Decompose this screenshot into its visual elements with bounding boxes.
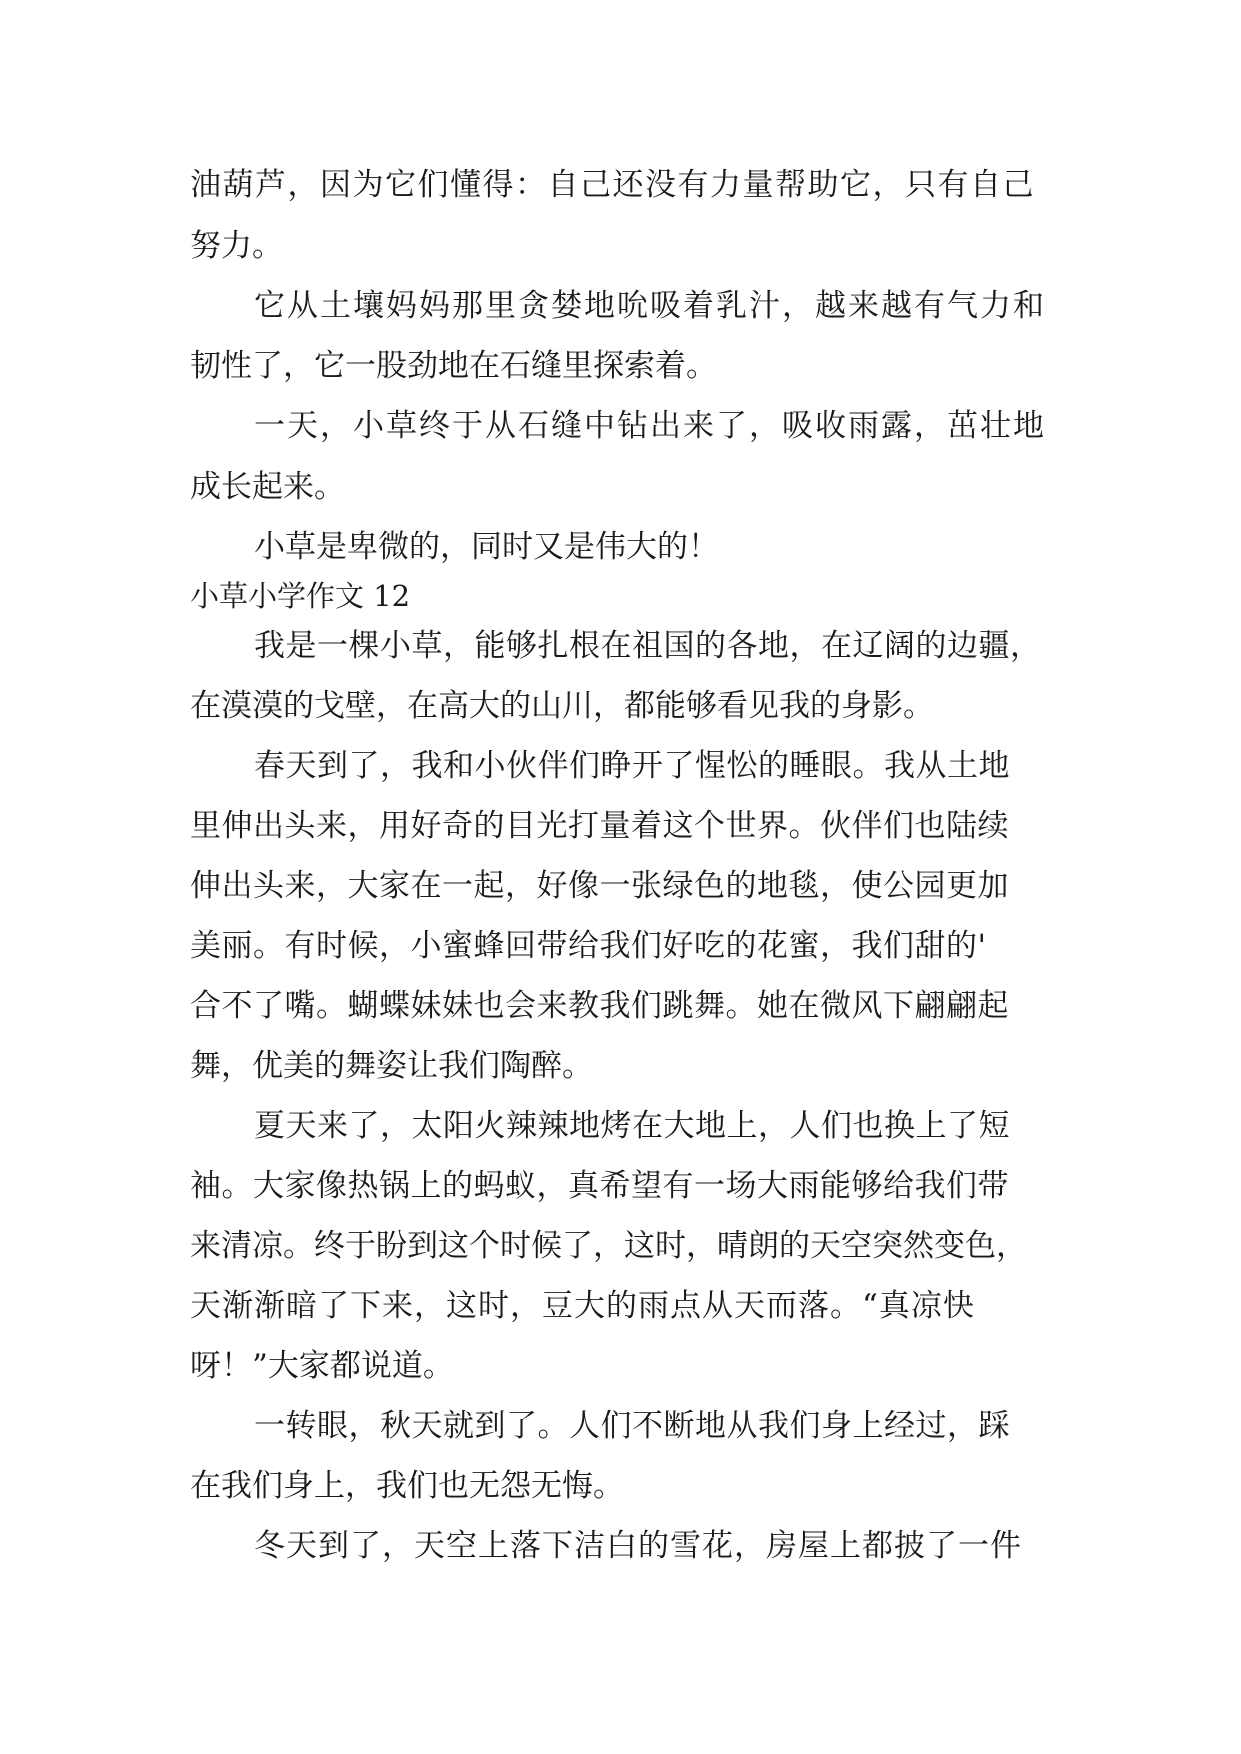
text-line: 冬天到了，天空上落下洁白的雪花，房屋上都披了一件	[254, 1528, 1022, 1564]
text-line: 小草是卑微的，同时又是伟大的！	[254, 529, 719, 565]
text-line: 里伸出头来，用好奇的目光打量着这个世界。伙伴们也陆续	[190, 808, 1009, 844]
text-line: 天渐渐暗了下来，这时，豆大的雨点从天而落。“真凉快	[190, 1288, 975, 1324]
text-line: 春天到了，我和小伙伴们睁开了惺忪的睡眼。我从土地	[254, 748, 1010, 784]
text-line: 呀！”大家都说道。	[190, 1348, 454, 1384]
text-line: 我是一棵小草，能够扎根在祖国的各地，在辽阔的边疆，	[254, 628, 1042, 664]
text-line: 舞，优美的舞姿让我们陶醉。	[190, 1048, 593, 1084]
text-line: 在我们身上，我们也无怨无悔。	[190, 1468, 624, 1504]
text-line: 夏天来了，太阳火辣辣地烤在大地上，人们也换上了短	[254, 1108, 1010, 1144]
text-line: 努力。	[190, 228, 283, 264]
section-heading: 小草小学作文 12	[190, 579, 411, 613]
text-line: 伸出头来，大家在一起，好像一张绿色的地毯，使公园更加	[190, 868, 1009, 904]
text-line: 它从土壤妈妈那里贪婪地吮吸着乳汁，越来越有气力和	[254, 288, 1046, 324]
text-line: 来清凉。终于盼到这个时候了，这时，晴朗的天空突然变色，	[190, 1228, 1027, 1264]
text-line: 美丽。有时候，小蜜蜂回带给我们好吃的花蜜，我们甜的'	[190, 928, 987, 964]
text-line: 油葫芦，因为它们懂得：自己还没有力量帮助它，只有自己	[190, 167, 1035, 203]
text-line: 合不了嘴。蝴蝶妹妹也会来教我们跳舞。她在微风下翩翩起	[190, 988, 1009, 1024]
text-line: 在漠漠的戈壁，在高大的山川，都能够看见我的身影。	[190, 688, 934, 724]
text-line: 成长起来。	[190, 469, 345, 505]
text-line: 袖。大家像热锅上的蚂蚁，真希望有一场大雨能够给我们带	[190, 1168, 1009, 1204]
text-line: 一转眼，秋天就到了。人们不断地从我们身上经过，踩	[254, 1408, 1010, 1444]
text-line: 一天，小草终于从石缝中钻出来了，吸收雨露，茁壮地	[254, 408, 1046, 444]
text-line: 韧性了，它一股劲地在石缝里探索着。	[190, 348, 717, 384]
